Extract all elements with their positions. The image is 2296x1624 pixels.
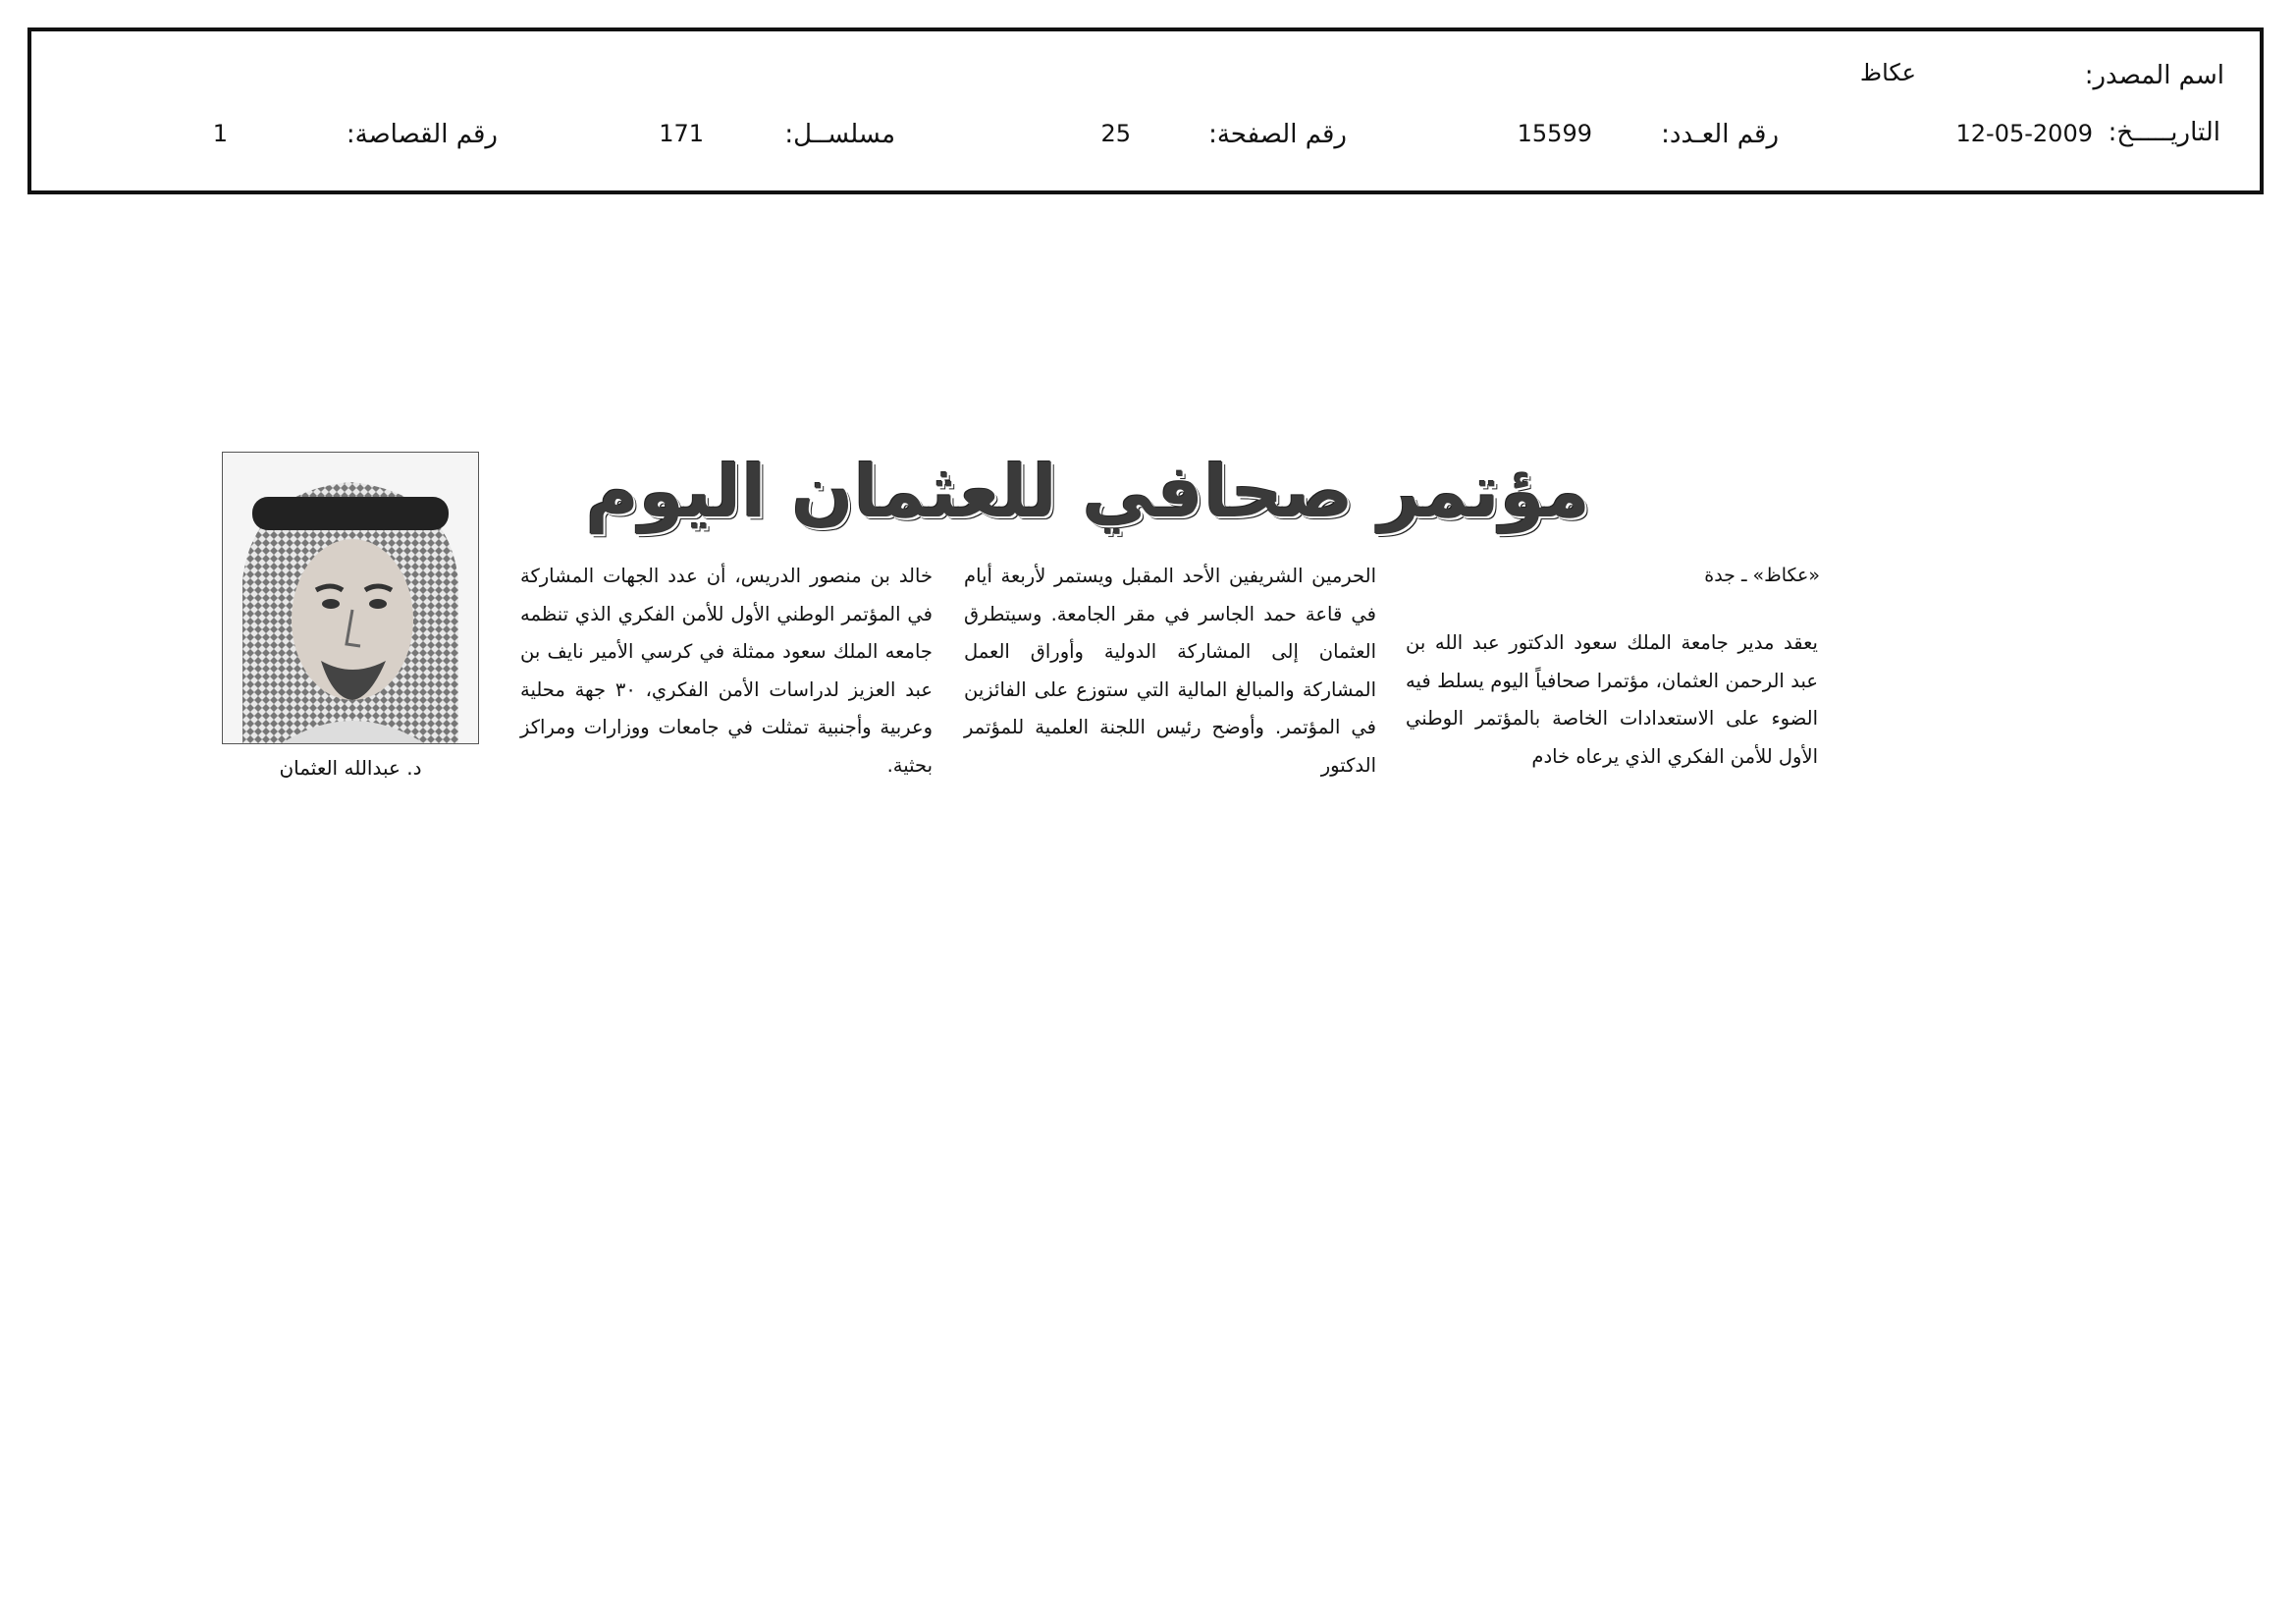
clipping-label: رقم القصاصة: <box>346 120 498 149</box>
page-value: 25 <box>1100 120 1131 147</box>
source-label: اسم المصدر: <box>2084 61 2224 90</box>
article-column-3 <box>520 558 933 785</box>
source-value: عكاظ <box>1859 59 1916 86</box>
page-label: رقم الصفحة: <box>1208 120 1347 149</box>
metadata-header <box>27 27 2264 194</box>
column-2-text: الحرمين الشريفين الأحد المقبل ويستمر لأربعة أيام في قاعة حمد الجاسر في مقر الجامعة. وسيتطرق العثمان إلى المشاركة الدولية وأوراق العمل المشاركة والمبالغ المالية التي ستوزع على الفائزين في المؤتمر. وأوضح رئيس اللجنة العلمية للمؤتمر الدكتور <box>964 565 1376 777</box>
article-column-1 <box>1406 624 1818 776</box>
article-column-2 <box>964 558 1376 785</box>
issue-label: رقم العـدد: <box>1661 120 1779 149</box>
article-headline: مؤتمر صحافي للعثمان اليوم <box>585 450 1590 534</box>
date-label: التاريـــــخ: <box>2108 118 2220 147</box>
article-dateline: «عكاظ» ـ جدة <box>1704 565 1820 586</box>
serial-value: 171 <box>659 120 704 147</box>
date-value: 12-05-2009 <box>1955 120 2093 147</box>
serial-label: مسلســل: <box>784 120 895 149</box>
column-3-text: خالد بن منصور الدريس، أن عدد الجهات المشاركة في المؤتمر الوطني الأول للأمن الفكري الذي تنظمه جامعه الملك سعود ممثلة في كرسي الأمير نايف بن عبد العزيز لدراسات الأمن الفكري، ٣٠ جهة محلية وعربية وأجنبية تمثلت في جامعات ووزارات ومراكز بحثية. <box>520 565 933 777</box>
photo-caption: د. عبدالله العثمان <box>279 756 422 780</box>
author-photo <box>222 452 479 744</box>
portrait-image <box>223 453 478 743</box>
column-1-text: يعقد مدير جامعة الملك سعود الدكتور عبد الله بن عبد الرحمن العثمان، مؤتمرا صحافياً اليوم يسلط فيه الضوء على الاستعدادات الخاصة بالمؤتمر الوطني الأول للأمن الفكري الذي يرعاه خادم <box>1406 631 1818 768</box>
issue-value: 15599 <box>1517 120 1592 147</box>
clipping-value: 1 <box>212 120 228 147</box>
